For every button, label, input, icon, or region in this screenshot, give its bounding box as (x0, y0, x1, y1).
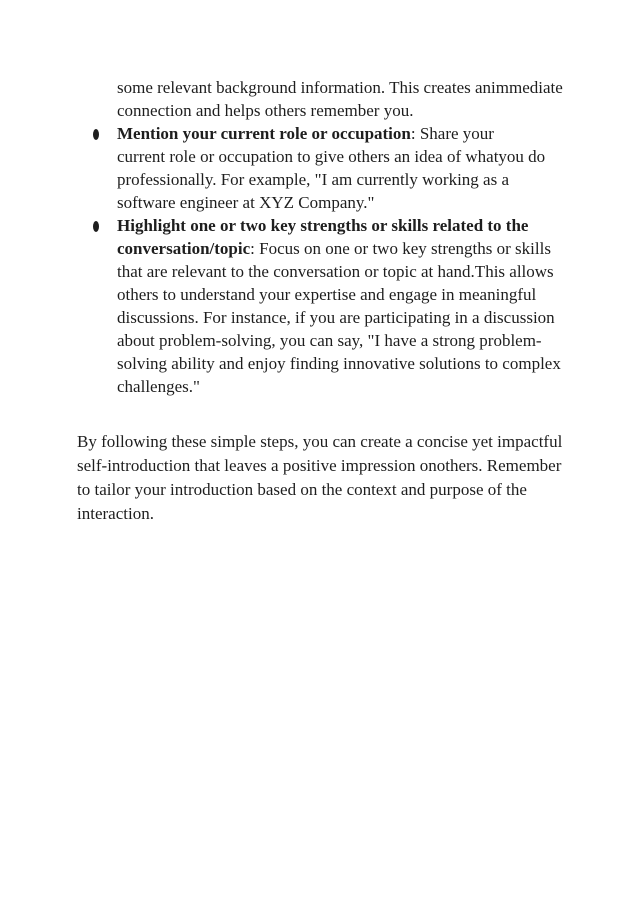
bullet-text-line: current role or occupation to give others an idea of whatyou do (117, 147, 546, 166)
bullet-text-line: solving ability and enjoy finding innovative solutions to complex (117, 354, 561, 373)
bullet-text-line: about problem-solving, you can say, "I have a strong problem- (117, 331, 542, 350)
paragraph-line: to tailor your introduction based on the context and purpose of the (77, 480, 527, 499)
bullet-icon (93, 221, 99, 232)
list-continuation-line: some relevant background information. This creates animmediate (117, 78, 563, 97)
bullet-text-line: software engineer at XYZ Company." (117, 193, 375, 212)
bullet-text-line: challenges." (117, 377, 200, 396)
paragraph-line: self-introduction that leaves a positive impression onothers. Remember (77, 456, 562, 475)
bullet-text-line: that are relevant to the conversation or topic at hand.This allows (117, 262, 554, 281)
bullet-text-line: discussions. For instance, if you are participating in a discussion (117, 308, 555, 327)
bullet-heading-role: Mention your current role or occupation (117, 124, 411, 143)
paragraph-line: By following these simple steps, you can create a concise yet impactful (77, 432, 563, 451)
bullet-heading-strengths: Highlight one or two key strengths or skills related to the (117, 216, 529, 235)
bullet-text: : Focus on one or two key strengths or skills (250, 239, 551, 258)
bullet-item-role (117, 122, 494, 145)
bullet-item-strengths (117, 237, 551, 260)
bullet-text-line: professionally. For example, "I am currently working as a (117, 170, 510, 189)
paragraph-line: interaction. (77, 504, 154, 523)
bullet-heading-strengths-cont: conversation/topic (117, 239, 251, 258)
list-continuation-line: connection and helps others remember you. (117, 101, 414, 120)
bullet-icon (93, 129, 99, 140)
bullet-text: : Share your (410, 124, 494, 143)
bullet-text-line: others to understand your expertise and engage in meaningful (117, 285, 537, 304)
